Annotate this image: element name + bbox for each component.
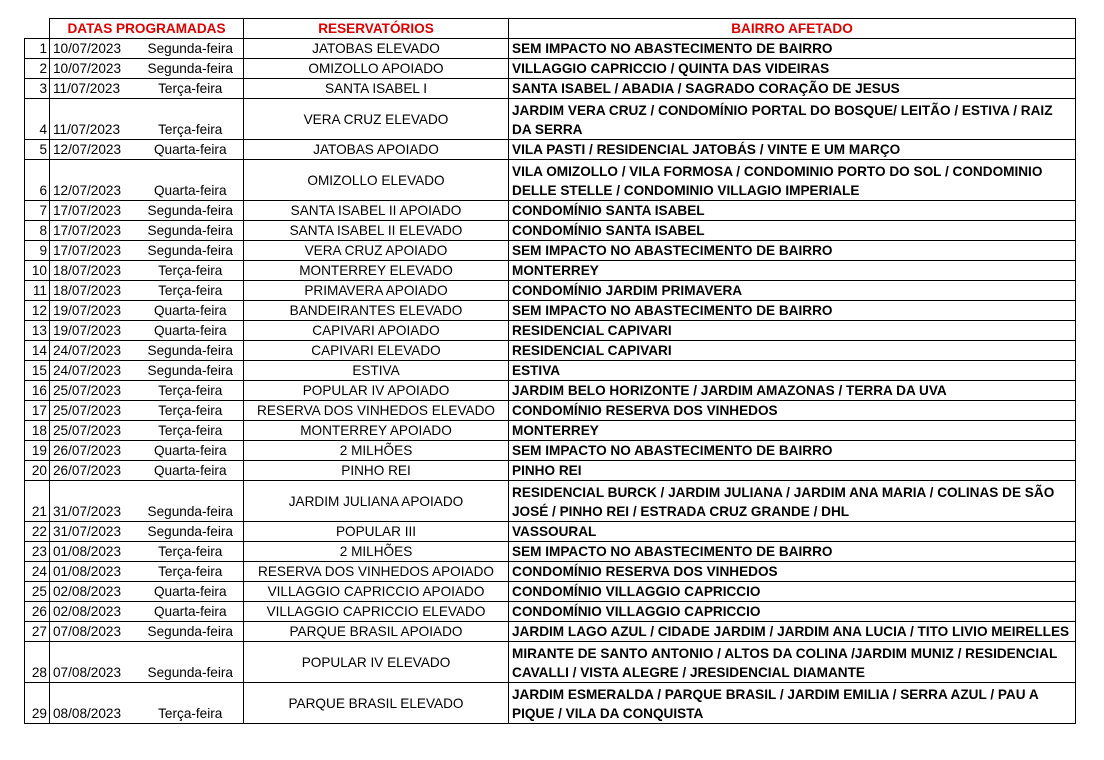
- bairro-afetado-cell: RESIDENCIAL CAPIVARI: [509, 321, 1076, 341]
- table-row: [25, 361, 1076, 381]
- weekday-cell: Quarta-feira: [138, 602, 244, 622]
- row-number-cell: 10: [25, 261, 50, 281]
- date-cell: 02/08/2023: [50, 602, 138, 622]
- row-number-cell: 14: [25, 341, 50, 361]
- date-cell: 31/07/2023: [50, 481, 138, 522]
- bairro-afetado-cell: CONDOMÍNIO RESERVA DOS VINHEDOS: [509, 401, 1076, 421]
- bairro-afetado-cell: CONDOMÍNIO SANTA ISABEL: [509, 201, 1076, 221]
- table-row: [25, 602, 1076, 622]
- date-cell: 07/08/2023: [50, 622, 138, 642]
- date-cell: 07/08/2023: [50, 642, 138, 683]
- weekday-cell: Quarta-feira: [138, 441, 244, 461]
- table-row: [25, 441, 1076, 461]
- reservatorio-cell: VERA CRUZ APOIADO: [244, 241, 509, 261]
- table-row: [25, 421, 1076, 441]
- row-number-cell: 12: [25, 301, 50, 321]
- reservatorio-cell: MONTERREY ELEVADO: [244, 261, 509, 281]
- table-row: [25, 261, 1076, 281]
- date-cell: 18/07/2023: [50, 261, 138, 281]
- date-cell: 17/07/2023: [50, 201, 138, 221]
- bairro-afetado-cell: MONTERREY: [509, 421, 1076, 441]
- row-number-cell: 16: [25, 381, 50, 401]
- reservatorio-cell: PRIMAVERA APOIADO: [244, 281, 509, 301]
- date-cell: 25/07/2023: [50, 381, 138, 401]
- bairro-afetado-cell: SEM IMPACTO NO ABASTECIMENTO DE BAIRRO: [509, 241, 1076, 261]
- date-cell: 24/07/2023: [50, 341, 138, 361]
- reservatorio-cell: ESTIVA: [244, 361, 509, 381]
- weekday-cell: Terça-feira: [138, 79, 244, 99]
- date-cell: 25/07/2023: [50, 401, 138, 421]
- reservatorio-cell: OMIZOLLO APOIADO: [244, 59, 509, 79]
- row-number-cell: 2: [25, 59, 50, 79]
- date-cell: 25/07/2023: [50, 421, 138, 441]
- weekday-cell: Segunda-feira: [138, 522, 244, 542]
- weekday-cell: Quarta-feira: [138, 461, 244, 481]
- table-row: [25, 160, 1076, 201]
- reservatorio-cell: POPULAR IV APOIADO: [244, 381, 509, 401]
- reservatorio-cell: VERA CRUZ ELEVADO: [244, 99, 509, 140]
- date-cell: 12/07/2023: [50, 160, 138, 201]
- bairro-afetado-cell: CONDOMÍNIO JARDIM PRIMAVERA: [509, 281, 1076, 301]
- reservatorio-cell: VILLAGGIO CAPRICCIO APOIADO: [244, 582, 509, 602]
- weekday-cell: Terça-feira: [138, 99, 244, 140]
- date-cell: 02/08/2023: [50, 582, 138, 602]
- weekday-cell: Segunda-feira: [138, 361, 244, 381]
- weekday-cell: Segunda-feira: [138, 221, 244, 241]
- date-cell: 17/07/2023: [50, 221, 138, 241]
- reservatorio-cell: OMIZOLLO ELEVADO: [244, 160, 509, 201]
- table-row: [25, 542, 1076, 562]
- row-number-cell: 7: [25, 201, 50, 221]
- bairro-afetado-cell: CONDOMÍNIO SANTA ISABEL: [509, 221, 1076, 241]
- date-cell: 24/07/2023: [50, 361, 138, 381]
- date-cell: 10/07/2023: [50, 39, 138, 59]
- bairro-afetado-cell: JARDIM ESMERALDA / PARQUE BRASIL / JARDIM EMILIA / SERRA AZUL / PAU A PIQUE / VILA DA CONQUISTA: [509, 683, 1076, 724]
- table-row: [25, 522, 1076, 542]
- reservatorio-cell: POPULAR IV ELEVADO: [244, 642, 509, 683]
- weekday-cell: Terça-feira: [138, 562, 244, 582]
- bairro-afetado-cell: VASSOURAL: [509, 522, 1076, 542]
- weekday-cell: Quarta-feira: [138, 582, 244, 602]
- row-number-cell: 29: [25, 683, 50, 724]
- date-cell: 18/07/2023: [50, 281, 138, 301]
- row-number-cell: 28: [25, 642, 50, 683]
- reservatorio-cell: SANTA ISABEL I: [244, 79, 509, 99]
- weekday-cell: Quarta-feira: [138, 140, 244, 160]
- table-row: [25, 321, 1076, 341]
- header-reservatorios: RESERVATÓRIOS: [244, 19, 509, 39]
- reservatorio-cell: JATOBAS ELEVADO: [244, 39, 509, 59]
- table-row: [25, 461, 1076, 481]
- date-cell: 19/07/2023: [50, 321, 138, 341]
- row-number-cell: 20: [25, 461, 50, 481]
- row-number-cell: 24: [25, 562, 50, 582]
- table-row: [25, 79, 1076, 99]
- bairro-afetado-cell: SEM IMPACTO NO ABASTECIMENTO DE BAIRRO: [509, 542, 1076, 562]
- table-row: [25, 582, 1076, 602]
- reservatorio-cell: VILLAGGIO CAPRICCIO ELEVADO: [244, 602, 509, 622]
- date-cell: 10/07/2023: [50, 59, 138, 79]
- bairro-afetado-cell: SEM IMPACTO NO ABASTECIMENTO DE BAIRRO: [509, 441, 1076, 461]
- table-row: [25, 481, 1076, 522]
- table-row: [25, 99, 1076, 140]
- bairro-afetado-cell: PINHO REI: [509, 461, 1076, 481]
- row-number-cell: 5: [25, 140, 50, 160]
- row-number-cell: 9: [25, 241, 50, 261]
- row-number-cell: 13: [25, 321, 50, 341]
- bairro-afetado-cell: RESIDENCIAL CAPIVARI: [509, 341, 1076, 361]
- bairro-afetado-cell: VILLAGGIO CAPRICCIO / QUINTA DAS VIDEIRAS: [509, 59, 1076, 79]
- reservatorio-cell: BANDEIRANTES ELEVADO: [244, 301, 509, 321]
- row-number-cell: 17: [25, 401, 50, 421]
- table-row: [25, 201, 1076, 221]
- row-number-cell: 21: [25, 481, 50, 522]
- row-number-cell: 22: [25, 522, 50, 542]
- reservatorio-cell: RESERVA DOS VINHEDOS ELEVADO: [244, 401, 509, 421]
- reservatorio-cell: RESERVA DOS VINHEDOS APOIADO: [244, 562, 509, 582]
- row-number-cell: 27: [25, 622, 50, 642]
- weekday-cell: Segunda-feira: [138, 622, 244, 642]
- reservatorio-cell: JATOBAS APOIADO: [244, 140, 509, 160]
- weekday-cell: Segunda-feira: [138, 481, 244, 522]
- date-cell: 31/07/2023: [50, 522, 138, 542]
- weekday-cell: Segunda-feira: [138, 39, 244, 59]
- row-number-cell: 1: [25, 39, 50, 59]
- row-number-cell: 6: [25, 160, 50, 201]
- reservatorio-cell: SANTA ISABEL II APOIADO: [244, 201, 509, 221]
- weekday-cell: Terça-feira: [138, 683, 244, 724]
- date-cell: 17/07/2023: [50, 241, 138, 261]
- weekday-cell: Segunda-feira: [138, 341, 244, 361]
- table-row: [25, 381, 1076, 401]
- reservatorio-cell: 2 MILHÕES: [244, 441, 509, 461]
- header-row: [25, 19, 1076, 39]
- bairro-afetado-cell: ESTIVA: [509, 361, 1076, 381]
- bairro-afetado-cell: SEM IMPACTO NO ABASTECIMENTO DE BAIRRO: [509, 39, 1076, 59]
- bairro-afetado-cell: RESIDENCIAL BURCK / JARDIM JULIANA / JARDIM ANA MARIA / COLINAS DE SÃO JOSÉ / PINHO REI / ESTRADA CRUZ GRANDE / DHL: [509, 481, 1076, 522]
- bairro-afetado-cell: JARDIM BELO HORIZONTE / JARDIM AMAZONAS / TERRA DA UVA: [509, 381, 1076, 401]
- table-row: [25, 341, 1076, 361]
- weekday-cell: Segunda-feira: [138, 241, 244, 261]
- row-number-cell: 3: [25, 79, 50, 99]
- weekday-cell: Terça-feira: [138, 401, 244, 421]
- reservatorio-cell: 2 MILHÕES: [244, 542, 509, 562]
- weekday-cell: Terça-feira: [138, 261, 244, 281]
- table-row: [25, 683, 1076, 724]
- header-datas-programadas: DATAS PROGRAMADAS: [50, 19, 244, 39]
- reservatorio-cell: PINHO REI: [244, 461, 509, 481]
- bairro-afetado-cell: SEM IMPACTO NO ABASTECIMENTO DE BAIRRO: [509, 301, 1076, 321]
- reservatorio-cell: PARQUE BRASIL APOIADO: [244, 622, 509, 642]
- table-row: [25, 562, 1076, 582]
- table-row: [25, 401, 1076, 421]
- date-cell: 11/07/2023: [50, 79, 138, 99]
- header-blank-cell: [25, 19, 50, 39]
- reservatorio-cell: CAPIVARI APOIADO: [244, 321, 509, 341]
- bairro-afetado-cell: CONDOMÍNIO VILLAGGIO CAPRICCIO: [509, 582, 1076, 602]
- date-cell: 01/08/2023: [50, 562, 138, 582]
- row-number-cell: 25: [25, 582, 50, 602]
- bairro-afetado-cell: CONDOMÍNIO RESERVA DOS VINHEDOS: [509, 562, 1076, 582]
- table-row: [25, 622, 1076, 642]
- row-number-cell: 19: [25, 441, 50, 461]
- header-bairro-afetado: BAIRRO AFETADO: [509, 19, 1076, 39]
- bairro-afetado-cell: SANTA ISABEL / ABADIA / SAGRADO CORAÇÃO DE JESUS: [509, 79, 1076, 99]
- bairro-afetado-cell: VILA PASTI / RESIDENCIAL JATOBÁS / VINTE E UM MARÇO: [509, 140, 1076, 160]
- date-cell: 12/07/2023: [50, 140, 138, 160]
- table-row: [25, 140, 1076, 160]
- date-cell: 19/07/2023: [50, 301, 138, 321]
- date-cell: 11/07/2023: [50, 99, 138, 140]
- date-cell: 26/07/2023: [50, 461, 138, 481]
- table-row: [25, 301, 1076, 321]
- reservatorio-cell: MONTERREY APOIADO: [244, 421, 509, 441]
- weekday-cell: Quarta-feira: [138, 160, 244, 201]
- reservatorio-cell: PARQUE BRASIL ELEVADO: [244, 683, 509, 724]
- table-row: [25, 59, 1076, 79]
- weekday-cell: Terça-feira: [138, 421, 244, 441]
- date-cell: 08/08/2023: [50, 683, 138, 724]
- weekday-cell: Quarta-feira: [138, 321, 244, 341]
- weekday-cell: Segunda-feira: [138, 642, 244, 683]
- weekday-cell: Terça-feira: [138, 542, 244, 562]
- bairro-afetado-cell: MIRANTE DE SANTO ANTONIO / ALTOS DA COLINA /JARDIM MUNIZ / RESIDENCIAL CAVALLI / VISTA ALEGRE / JRESIDENCIAL DIAMANTE: [509, 642, 1076, 683]
- weekday-cell: Terça-feira: [138, 381, 244, 401]
- row-number-cell: 15: [25, 361, 50, 381]
- table-row: [25, 281, 1076, 301]
- row-number-cell: 23: [25, 542, 50, 562]
- reservatorio-cell: JARDIM JULIANA APOIADO: [244, 481, 509, 522]
- table-row: [25, 221, 1076, 241]
- bairro-afetado-cell: MONTERREY: [509, 261, 1076, 281]
- table-row: [25, 39, 1076, 59]
- weekday-cell: Segunda-feira: [138, 59, 244, 79]
- weekday-cell: Segunda-feira: [138, 201, 244, 221]
- reservatorio-cell: CAPIVARI ELEVADO: [244, 341, 509, 361]
- schedule-table: [24, 18, 1076, 724]
- reservatorio-cell: POPULAR III: [244, 522, 509, 542]
- date-cell: 26/07/2023: [50, 441, 138, 461]
- bairro-afetado-cell: JARDIM VERA CRUZ / CONDOMÍNIO PORTAL DO BOSQUE/ LEITÃO / ESTIVA / RAIZ DA SERRA: [509, 99, 1076, 140]
- table-row: [25, 642, 1076, 683]
- weekday-cell: Quarta-feira: [138, 301, 244, 321]
- row-number-cell: 26: [25, 602, 50, 622]
- date-cell: 01/08/2023: [50, 542, 138, 562]
- row-number-cell: 4: [25, 99, 50, 140]
- row-number-cell: 8: [25, 221, 50, 241]
- bairro-afetado-cell: CONDOMÍNIO VILLAGGIO CAPRICCIO: [509, 602, 1076, 622]
- table-row: [25, 241, 1076, 261]
- reservatorio-cell: SANTA ISABEL II ELEVADO: [244, 221, 509, 241]
- row-number-cell: 11: [25, 281, 50, 301]
- weekday-cell: Terça-feira: [138, 281, 244, 301]
- bairro-afetado-cell: VILA OMIZOLLO / VILA FORMOSA / CONDOMINIO PORTO DO SOL / CONDOMINIO DELLE STELLE / CONDOMINIO VILLAGIO IMPERIALE: [509, 160, 1076, 201]
- row-number-cell: 18: [25, 421, 50, 441]
- table-body: [25, 39, 1076, 724]
- bairro-afetado-cell: JARDIM LAGO AZUL / CIDADE JARDIM / JARDIM ANA LUCIA / TITO LIVIO MEIRELLES: [509, 622, 1076, 642]
